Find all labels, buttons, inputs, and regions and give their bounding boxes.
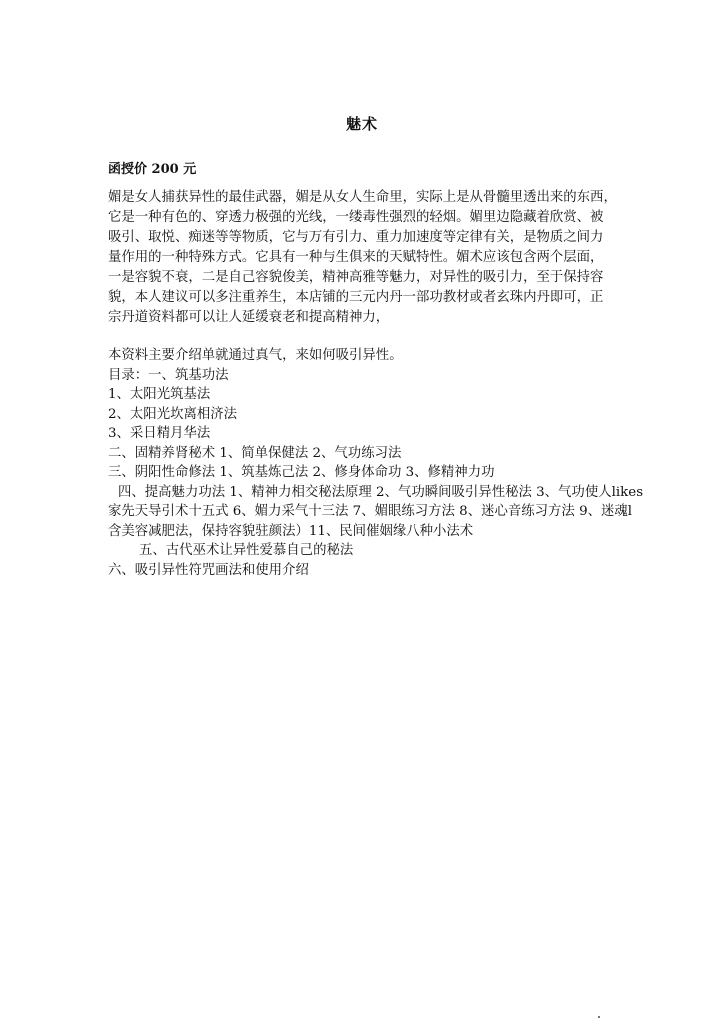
intro-line: 宗丹道资料都可以让人延缓衰老和提高精神力， xyxy=(108,310,390,325)
intro-paragraph xyxy=(108,188,650,328)
intro-line: 它是一种有色的、穿透力极强的光线，一缕毒性强烈的轻烟。媚里边隐藏着欣赏、被 xyxy=(108,210,604,225)
toc-heading: 目录：一、筑基功法 xyxy=(108,367,229,383)
intro-line: 量作用的一种特殊方式。它具有一种与生俱来的天赋特性。媚术应该包含两个层面， xyxy=(108,250,604,265)
toc-item: 1、太阳光筑基法 xyxy=(108,387,211,402)
intro-line: 貌，本人建议可以多注重养生，本店铺的三元内丹一部功教材或者玄珠内丹即可，正 xyxy=(108,290,604,305)
intro-line: 一是容貌不衰，二是自己容貌俊美，精神高雅等魅力，对异性的吸引力，至于保持容 xyxy=(108,270,604,285)
toc-intro: 本资料主要介绍单就通过真气，来如何吸引异性。 xyxy=(108,348,403,363)
document-title: 魅术 xyxy=(345,115,378,133)
toc-item: 2、太阳光坎离相济法 xyxy=(108,406,238,422)
toc-item: 三、阴阳性命修法 1、筑基炼己法 2、修身体命功 3、修精神力功 xyxy=(108,465,495,480)
price-line: 函授价 200 元 xyxy=(108,162,197,177)
intro-line: 媚是女人捕获异性的最佳武器，媚是从女人生命里，实际上是从骨髓里透出来的东西， xyxy=(108,190,617,205)
table-of-contents xyxy=(108,346,653,580)
toc-item: 3、采日精月华法 xyxy=(108,426,211,441)
toc-item-continued: 家先天导引术十五式 6、媚力采气十三法 7、媚眼练习方法 8、迷心音练习方法 9、迷魂l xyxy=(108,504,633,519)
scan-speck xyxy=(598,1016,600,1018)
toc-item: 五、古代巫术让异性爱慕自己的秘法 xyxy=(139,543,354,558)
toc-item: 六、吸引异性符咒画法和使用介绍 xyxy=(108,562,309,578)
intro-line: 吸引、取悦、痴迷等等物质，它与万有引力、重力加速度等定律有关，是物质之间力 xyxy=(108,230,604,245)
toc-item: 四、提高魅力功法 1、精神力相交秘法原理 2、气功瞬间吸引异性秘法 3、气功使人likes xyxy=(118,484,644,500)
toc-item-continued: 含美容减肥法，保持容貌驻颜法）11、民间催姻缘八种小法术 xyxy=(108,523,474,539)
toc-item: 二、固精养肾秘术 1、简单保健法 2、气功练习法 xyxy=(108,445,402,461)
